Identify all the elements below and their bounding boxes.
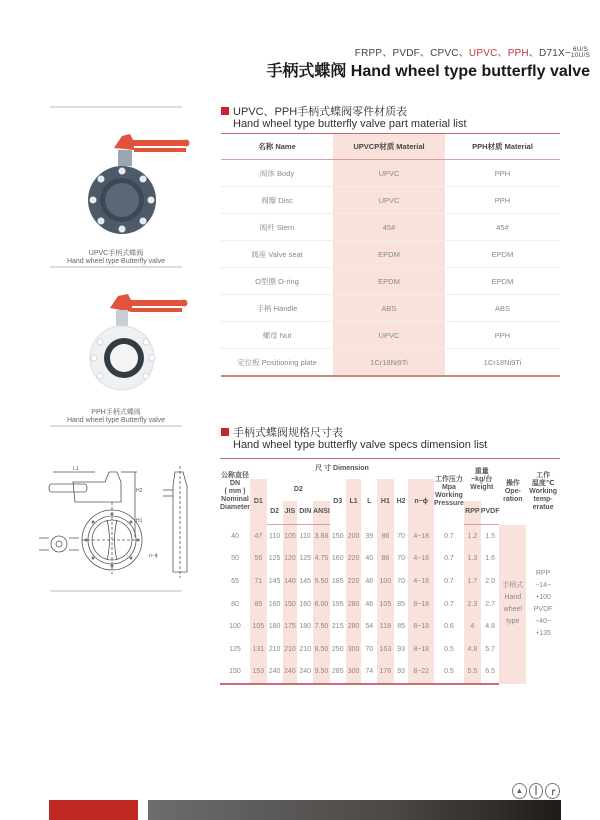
col-l: L [367, 497, 372, 505]
pressure-en1: Working [435, 491, 463, 499]
d3: 160 [331, 555, 344, 563]
pressure-unit: Mpa [441, 483, 456, 491]
upvc-caption-en: Hand wheel type Butterfly valve [66, 258, 166, 265]
part-name: 定位板 Positioning plate [221, 349, 333, 377]
part-name: 阀瓣 Disc [221, 187, 333, 214]
h1: 163 [377, 638, 394, 661]
upvc-caption [50, 250, 182, 266]
l: 74 [361, 661, 377, 685]
table-row [221, 241, 560, 268]
pph-value: PPH [445, 322, 560, 349]
col-pph-material: PPH材质 Material [445, 134, 560, 160]
l: 39 [365, 532, 374, 540]
din: 125 [299, 555, 312, 563]
pressure: 0.7 [444, 555, 454, 563]
n-phi: 4−18 [408, 570, 434, 593]
jis: 175 [283, 615, 298, 638]
din: 110 [299, 532, 311, 540]
pressure-en2: Pressure [433, 499, 464, 507]
temp-line: PVDF [533, 606, 553, 614]
label-l1: L1 [73, 466, 79, 472]
ansi: 4.75 [313, 548, 330, 571]
h1: 88 [377, 548, 394, 571]
upvc-value: EPDM [333, 268, 445, 295]
spec-section-heading [221, 427, 581, 451]
jis: 105 [283, 525, 298, 548]
upvc-value: UPVC [333, 160, 445, 187]
weight-pvdf: 4.8 [485, 623, 495, 631]
d2: 240 [267, 661, 283, 685]
operation-en2: ration [503, 495, 523, 503]
part-name: 螺母 Nut [221, 322, 333, 349]
col-h1: H1 [377, 479, 394, 525]
pressure: 0.5 [434, 661, 464, 685]
din: 160 [299, 600, 312, 608]
n-phi: 4−18 [408, 525, 434, 548]
d2: 125 [268, 555, 281, 563]
red-square-bullet-icon [221, 428, 229, 436]
d1: 56 [250, 548, 267, 571]
h2: 93 [397, 645, 405, 653]
dn: 50 [231, 555, 239, 563]
upvc-caption-cn: UPVC手柄式蝶阀 [88, 250, 144, 257]
weight-en: Weight [470, 483, 494, 491]
weight-rpp: 2.3 [464, 593, 481, 616]
upvc-value: 1Cr18Ni9Ti [333, 349, 445, 377]
table-row [221, 295, 560, 322]
table-row [221, 322, 560, 349]
model-top: 6U/S [572, 46, 589, 54]
pph-value: 45# [445, 214, 560, 241]
col-working-pressure [434, 459, 464, 525]
n-phi: 8−22 [408, 661, 434, 685]
l: 70 [365, 645, 374, 653]
material-title-cn: UPVC、PPH手柄式蝶阀零件材质表 [233, 106, 408, 118]
weight-rpp: 1.2 [464, 525, 481, 548]
din: 180 [299, 623, 312, 631]
h2: 93 [394, 661, 409, 685]
weight-rpp: 1.3 [464, 548, 481, 571]
l: 40 [365, 555, 374, 563]
dn-cn: 公称直径 [220, 471, 249, 479]
dn-en2: Diameter [220, 503, 250, 511]
operation-line: type [506, 618, 520, 626]
material-table [221, 133, 560, 377]
col-h2: H2 [396, 497, 406, 505]
col-rpp: RPP [464, 501, 481, 525]
table-row [221, 160, 560, 187]
ansi: 7.50 [313, 615, 330, 638]
col-weight-group [464, 459, 500, 501]
d2: 145 [268, 577, 281, 585]
n-phi: 8−18 [408, 615, 434, 638]
upvc-value: EPDM [333, 241, 445, 268]
col-d3: D3 [333, 497, 343, 505]
pressure: 0.7 [444, 577, 454, 585]
divider [50, 106, 182, 108]
col-name: 名称 Name [221, 134, 333, 160]
col-din: DIN [297, 501, 313, 525]
h1: 86 [377, 525, 394, 548]
h1: 176 [377, 661, 394, 685]
d2: 160 [268, 600, 281, 608]
d1: 85 [250, 593, 267, 616]
h1: 105 [377, 593, 394, 616]
svg-text:H2: H2 [136, 488, 143, 494]
upvc-value: ABS [333, 295, 445, 322]
d2: 110 [269, 532, 281, 540]
n-phi: 8−18 [408, 638, 434, 661]
part-name: 阀体 Body [221, 160, 333, 187]
l: 46 [365, 577, 374, 585]
material-table-header [221, 134, 560, 160]
col-operation [499, 459, 526, 525]
pph-caption [50, 409, 182, 425]
footer-gray-bar [148, 800, 561, 820]
h1: 118 [377, 615, 394, 638]
model-bottom: 10U/S [570, 52, 590, 60]
temp-line: +135 [535, 630, 551, 638]
l1: 300 [346, 638, 362, 661]
jis: 140 [283, 570, 298, 593]
table-row [220, 525, 560, 548]
pressure: 0.6 [444, 623, 454, 631]
dn-en1: Nominal [221, 495, 249, 503]
dn: 150 [220, 661, 250, 685]
l1: 220 [346, 570, 362, 593]
weight-rpp: 4 [464, 615, 481, 638]
l1: 300 [346, 661, 362, 685]
jis: 240 [283, 661, 298, 685]
red-square-bullet-icon [221, 107, 229, 115]
temp-en1: Working [529, 487, 558, 495]
pph-value: ABS [445, 295, 560, 322]
pressure-cn: 工作压力 [434, 475, 463, 483]
col-l1: L1 [346, 479, 362, 525]
temp-cn1: 工作 [536, 471, 551, 479]
part-name: 手柄 Handle [221, 295, 333, 322]
weight-rpp: 1.7 [464, 570, 481, 593]
din: 145 [299, 577, 312, 585]
weight-pvdf: 5.7 [485, 645, 495, 653]
upvc-valve-image [70, 128, 190, 238]
din: 240 [297, 661, 313, 685]
d2: 180 [268, 623, 281, 631]
pph-value: EPDM [445, 241, 560, 268]
pph-value: 1Cr18Ni9Ti [445, 349, 560, 377]
d3: 185 [331, 577, 344, 585]
operation-cell [499, 525, 526, 685]
h2: 70 [397, 532, 405, 540]
spec-title-cn: 手柄式蝶阀规格尺寸表 [233, 427, 343, 439]
l1: 200 [346, 525, 362, 548]
h2: 85 [397, 623, 405, 631]
ansi: 8.50 [313, 638, 330, 661]
part-name: O型圈 O-ring [221, 268, 333, 295]
pressure: 0.5 [444, 645, 454, 653]
table-row [221, 187, 560, 214]
fitting-icon: ┏ [545, 783, 560, 799]
col-n-phi: n−ϕ [408, 479, 434, 525]
d3: 250 [331, 645, 344, 653]
temperature-cell [526, 525, 560, 685]
l: 54 [365, 623, 374, 631]
d1: 131 [250, 638, 267, 661]
pipe-icon: ┃ [529, 783, 544, 799]
weight-unit: ~kg/台 [471, 475, 493, 483]
technical-drawing [35, 462, 205, 592]
operation-cn: 操作 [505, 479, 520, 487]
materials-highlight: UPVC、PPH [468, 48, 529, 59]
col-pvdf: PVDF [481, 501, 500, 525]
weight-rpp: 4.8 [464, 638, 481, 661]
weight-cn: 重量 [474, 467, 489, 475]
footer-red-bar [49, 800, 138, 820]
n-phi: 4−18 [408, 548, 434, 571]
weight-pvdf: 2.0 [485, 577, 495, 585]
operation-line: Hand [504, 594, 522, 602]
l1: 280 [346, 593, 362, 616]
dn: 80 [231, 600, 239, 608]
divider [50, 425, 182, 427]
weight-pvdf: 6.5 [481, 661, 500, 685]
divider [50, 590, 182, 592]
col-working-temperature [526, 459, 560, 525]
temp-line: −40~ [535, 618, 552, 626]
n-phi: 8−18 [408, 593, 434, 616]
dn: 65 [231, 577, 239, 585]
dn: 125 [229, 645, 241, 653]
l1: 280 [346, 615, 362, 638]
spec-header-row-1 [220, 459, 560, 479]
pph-caption-en: Hand wheel type Butterfly valve [66, 417, 166, 424]
spec-title-en: Hand wheel type butterfly valve specs dimension list [233, 439, 488, 451]
d2: 210 [268, 645, 281, 653]
d3: 150 [331, 532, 344, 540]
material-title-en: Hand wheel type butterfly valve part material list [233, 118, 467, 130]
d1: 153 [250, 661, 267, 685]
d1: 71 [250, 570, 267, 593]
h2: 70 [397, 555, 405, 563]
table-row [221, 214, 560, 241]
dn-label: DN [229, 479, 241, 487]
part-name: 阀座 Valve seat [221, 241, 333, 268]
weight-pvdf: 1.6 [485, 555, 495, 563]
jis: 150 [283, 593, 298, 616]
dn-unit: ( mm ) [224, 487, 246, 495]
operation-en1: Ope- [504, 487, 521, 495]
pph-value: EPDM [445, 268, 560, 295]
spec-table [220, 458, 560, 685]
temp-line: −14~ [535, 582, 552, 590]
ansi: 3.88 [313, 525, 330, 548]
part-name: 阀杆 Stem [221, 214, 333, 241]
pressure: 0.7 [444, 532, 454, 540]
pph-valve-image [70, 290, 190, 400]
upvc-value: UPVC [333, 187, 445, 214]
pressure: 0.7 [444, 600, 454, 608]
weight-pvdf: 2.7 [485, 600, 495, 608]
d3: 285 [330, 661, 346, 685]
dn: 100 [229, 623, 241, 631]
jis: 210 [283, 638, 298, 661]
temp-cn2: 温度℃ [531, 479, 555, 487]
col-d2: D2 [267, 501, 283, 525]
pph-value: PPH [445, 160, 560, 187]
col-jis: JIS [283, 501, 298, 525]
ansi: 5.50 [313, 570, 330, 593]
upvc-value: UPVC [333, 322, 445, 349]
pph-caption-cn: PPH手柄式蝶阀 [91, 409, 141, 416]
ansi: 6.00 [313, 593, 330, 616]
l: 46 [365, 600, 374, 608]
material-section-heading [221, 106, 581, 130]
col-d1: D1 [250, 479, 267, 525]
temp-en2: temp- [533, 495, 553, 503]
temp-line: +100 [535, 594, 551, 602]
d3: 195 [331, 600, 344, 608]
d3: 215 [331, 623, 344, 631]
divider [50, 266, 182, 268]
table-row [221, 349, 560, 377]
col-nominal-diameter [220, 459, 250, 525]
pph-value: PPH [445, 187, 560, 214]
jis: 120 [283, 548, 298, 571]
page-title: 手柄式蝶阀 Hand wheel type butterfly valve [266, 63, 590, 80]
col-ansi: ANSI [313, 501, 330, 525]
din: 210 [299, 645, 312, 653]
upvc-value: 45# [333, 214, 445, 241]
operation-line: 手柄式 [502, 582, 524, 590]
svg-text:n−ϕ: n−ϕ [149, 553, 158, 559]
temp-en3: eratue [532, 503, 554, 511]
h2: 70 [397, 577, 405, 585]
dn: 40 [231, 532, 239, 540]
weight-rpp: 5.5 [464, 661, 481, 685]
svg-text:H1: H1 [136, 518, 143, 524]
d1: 105 [250, 615, 267, 638]
ansi: 9.50 [313, 661, 330, 685]
operation-line: wheel [503, 606, 522, 614]
d1: 47 [250, 525, 267, 548]
valve-icon: ▲ [512, 783, 527, 799]
temp-line: RPP [535, 570, 551, 578]
footer-icons [512, 783, 560, 799]
h1: 100 [377, 570, 394, 593]
col-upvc-material: UPVCP材质 Material [333, 134, 445, 160]
materials-prefix: FRPP、PVDF、CPVC、 [354, 48, 469, 59]
col-d2-group: D2 [293, 485, 303, 493]
h2: 85 [397, 600, 405, 608]
l1: 220 [346, 548, 362, 571]
model-prefix: 、D71X− [528, 48, 571, 59]
weight-pvdf: 1.5 [485, 532, 495, 540]
col-dimension-group: 尺 寸 Dimension [250, 459, 434, 479]
table-row [221, 268, 560, 295]
